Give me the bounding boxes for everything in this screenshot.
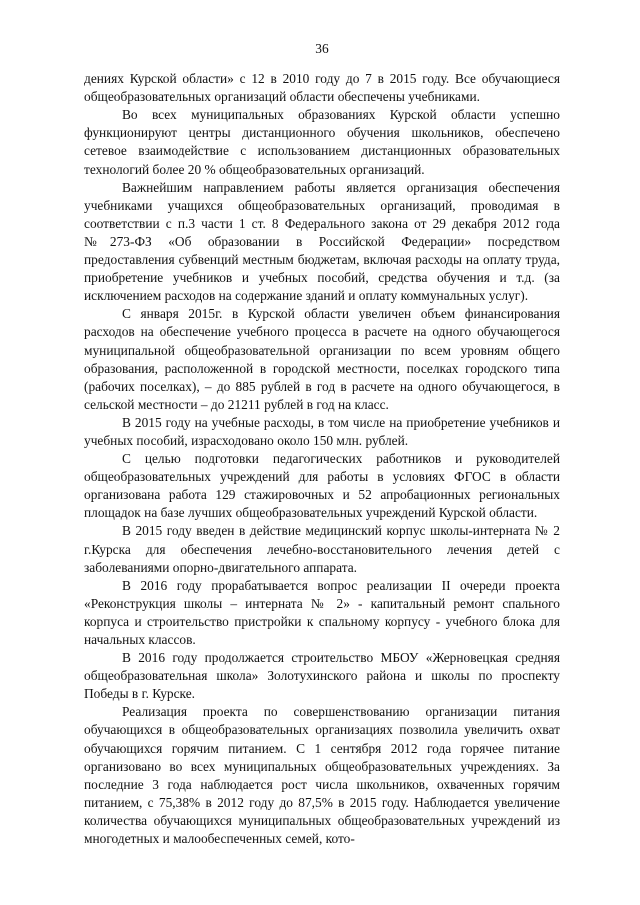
paragraph-7: В 2015 году введен в действие медицинский корпус школы-интерната № 2 г.Курска для обеспечения лечебно-восстановительного лечения детей с заболеваниями опорно-двигательного аппарата. (84, 523, 560, 575)
paragraph-1: дениях Курской области» с 12 в 2010 году до 7 в 2015 году. Все обучающиеся общеобразовательных организаций области обеспечены учебниками. (84, 71, 560, 105)
paragraph-8: В 2016 году прорабатывается вопрос реализации II очереди проекта «Реконструкция школы – интерната № 2» - капитальный ремонт спального корпуса и строительство пристройки к спальному корпусу - учебного блока для начальных классов. (84, 577, 560, 647)
paragraph-5: В 2015 году на учебные расходы, в том числе на приобретение учебников и учебных пособий, израсходовано около 150 млн. рублей. (84, 414, 560, 448)
paragraph-9: В 2016 году продолжается строительство МБОУ «Жерновецкая средняя общеобразовательная школа» Золотухинского района и школы по проспекту Победы в г. Курске. (84, 650, 560, 702)
paragraph-10: Реализация проекта по совершенствованию организации питания обучающихся в общеобразовательных организациях позволила увеличить охват обучающихся горячим питанием. С 1 сентября 2012 года горячее питание организовано во всех муниципальных общеобразовательных учреждениях. За последние 3 года наблюдается рост числа школьников, охваченных горячим питанием, с 75,38% в 2012 году до 87,5% в 2015 году. Наблюдается увеличение количества обучающихся муниципальных общеобразовательных учреждений из многодетных и малообеспеченных семей, кото- (84, 704, 560, 847)
paragraph-4: С января 2015г. в Курской области увеличен объем финансирования расходов на обеспечение учебного процесса в расчете на одного обучающегося муниципальной общеобразовательной организации по всем уровням общего образования, расположенной в городской местности, поселках городского типа (рабочих поселках), – до 885 рублей в год в расчете на одного обучающегося, в сельской местности – до 21211 рублей в год на класс. (84, 306, 560, 412)
page-number: 36 (315, 41, 329, 56)
paragraph-3: Важнейшим направлением работы является организация обеспечения учебниками учащихся общеобразовательных организаций, проводимая в соответствии с п.3 части 1 ст. 8 Федерального закона от 29 декабря 2012 года №273-ФЗ «Об образовании в Российской Федерации» посредством предоставления субвенций местным бюджетам, включая расходы на оплату труда, приобретение учебников и учебных пособий, средства обучения и т.д. (за исключением расходов на содержание зданий и оплату коммунальных услуг). (84, 179, 560, 304)
paragraph-6: С целью подготовки педагогических работников и руководителей общеобразовательных учреждений для работы в условиях ФГОС в области организована работа 129 стажировочных и 52 апробационных региональных площадок на базе лучших общеобразовательных учреждений Курской области. (84, 451, 560, 521)
paragraph-2: Во всех муниципальных образованиях Курской области успешно функционируют центры дистанционного обучения школьников, обеспечено сетевое взаимодействие с использованием дистанционных образовательных технологий более 20 % общеобразовательных организаций. (84, 107, 560, 177)
